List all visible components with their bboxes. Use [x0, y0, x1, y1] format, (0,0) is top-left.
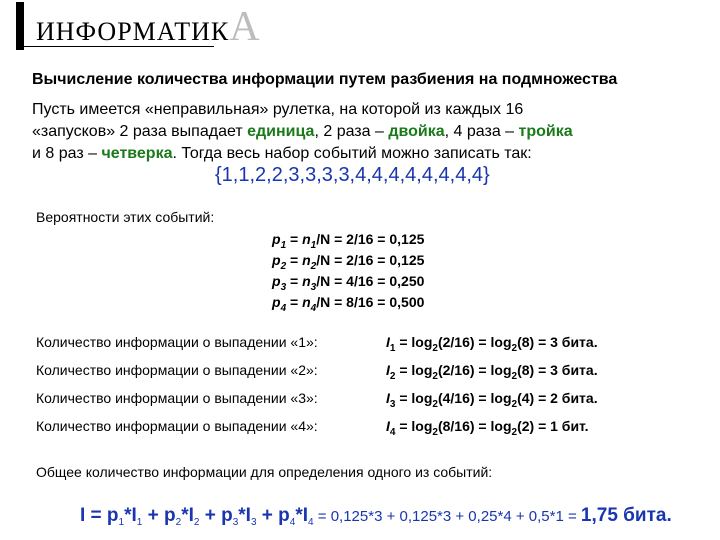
index: 1 [389, 342, 396, 354]
intro-line-2 [32, 122, 573, 142]
formula-result: (8) = 3 бита. [517, 334, 598, 350]
info-formula [386, 390, 598, 410]
final-result: 1,75 бита. [580, 505, 672, 526]
index: 4 [308, 517, 314, 528]
formula-result: (8) = 3 бита. [517, 362, 598, 378]
formula-part: I = p [80, 505, 119, 526]
p-symbol: p [272, 273, 281, 289]
index: 2 [389, 370, 396, 382]
index: 1 [118, 517, 125, 528]
page-title: Вычисление количества информации путем разбиения на подмножества [32, 71, 618, 88]
total-label: Общее количество информации для определения одного из событий: [36, 464, 493, 480]
index: 4 [280, 302, 287, 314]
index: 3 [310, 281, 317, 293]
formula-part: (2/16) = log [437, 334, 512, 350]
probability-line [272, 273, 425, 293]
index: 4 [389, 426, 396, 438]
formula-part: + p [256, 505, 290, 526]
intro-line-3 [32, 144, 532, 164]
formula-part: *I [295, 505, 309, 526]
intro-text: , 2 раза – [314, 123, 389, 140]
index: 2 [193, 517, 200, 528]
index: 2 [310, 260, 317, 272]
probability-line [272, 294, 425, 314]
probability-line [272, 252, 425, 272]
event-sequence: {1,1,2,2,3,3,3,3,4,4,4,4,4,4,4,4} [215, 164, 490, 186]
equals: = [286, 252, 303, 268]
formula-part: + p [199, 505, 233, 526]
word-one: единица [247, 123, 315, 140]
log-base: 2 [511, 342, 518, 354]
final-formula [80, 505, 672, 527]
formula-part: *I [238, 505, 251, 526]
logo-big-letter: А [229, 4, 261, 50]
probability-value: /N = 4/16 = 0,250 [316, 273, 425, 289]
formula-part: *I [181, 505, 194, 526]
n-symbol: n [302, 252, 311, 268]
formula-part: (4/16) = log [437, 390, 512, 406]
formula-result: (2) = 1 бит. [517, 418, 589, 434]
index: 1 [280, 239, 287, 251]
formula-part: = log [395, 418, 433, 434]
formula-part: = log [395, 390, 433, 406]
index: 3 [232, 517, 239, 528]
index: 1 [310, 239, 317, 251]
index: 4 [310, 302, 317, 314]
index: 3 [280, 281, 287, 293]
intro-text: . Тогда весь набор событий можно записать так: [172, 145, 532, 162]
n-symbol: n [302, 231, 311, 247]
intro-text: , 4 раза – [444, 123, 519, 140]
probability-line [272, 231, 425, 251]
equals: = [286, 294, 303, 310]
i-symbol: I [386, 418, 390, 434]
i-symbol: I [386, 334, 390, 350]
log-base: 2 [432, 342, 438, 354]
log-base: 2 [511, 426, 518, 438]
probability-value: /N = 2/16 = 0,125 [316, 252, 425, 268]
logo [36, 6, 261, 48]
equals: = [286, 231, 303, 247]
intro-line-1: Пусть имеется «неправильная» рулетка, на которой из каждых 16 [32, 101, 524, 118]
n-symbol: n [302, 294, 311, 310]
logo-text: ИНФОРМАТИК [36, 17, 230, 46]
formula-part: (8/16) = log [437, 418, 512, 434]
p-symbol: p [272, 294, 281, 310]
info-label: Количество информации о выпадении «1»: [36, 334, 318, 350]
formula-part: = log [395, 334, 433, 350]
index: 4 [289, 517, 296, 528]
n-symbol: n [302, 273, 311, 289]
p-symbol: p [272, 252, 281, 268]
index: 2 [175, 517, 182, 528]
i-symbol: I [386, 390, 390, 406]
index: 3 [250, 517, 257, 528]
p-symbol: p [272, 231, 281, 247]
probability-value: /N = 2/16 = 0,125 [316, 231, 425, 247]
info-label: Количество информации о выпадении «3»: [36, 390, 318, 406]
computation: = 0,125*3 + 0,125*3 + 0,25*4 + 0,5*1 = [313, 508, 581, 525]
info-formula [386, 362, 598, 382]
info-label: Количество информации о выпадении «2»: [36, 362, 318, 378]
probability-value: /N = 8/16 = 0,500 [316, 294, 425, 310]
formula-part: (2/16) = log [437, 362, 512, 378]
log-base: 2 [432, 426, 438, 438]
formula-part: = log [395, 362, 433, 378]
word-two: двойка [388, 123, 445, 140]
word-four: четверка [101, 145, 173, 162]
word-three: тройка [518, 123, 573, 140]
logo-bar [16, 2, 24, 50]
log-base: 2 [432, 370, 438, 382]
probabilities-label: Вероятности этих событий: [36, 209, 215, 225]
index: 1 [136, 517, 143, 528]
info-label: Количество информации о выпадении «4»: [36, 418, 318, 434]
info-formula [386, 334, 598, 354]
equals: = [286, 273, 303, 289]
formula-part: + p [142, 505, 176, 526]
info-formula [386, 418, 589, 438]
index: 3 [389, 398, 396, 410]
i-symbol: I [386, 362, 390, 378]
log-base: 2 [432, 398, 438, 410]
formula-part: *I [124, 505, 137, 526]
formula-result: (4) = 2 бита. [517, 390, 598, 406]
log-base: 2 [511, 370, 518, 382]
intro-text: и 8 раз – [32, 145, 102, 162]
index: 2 [280, 260, 287, 272]
intro-text: «запусков» 2 раза выпадает [32, 123, 248, 140]
log-base: 2 [511, 398, 518, 410]
